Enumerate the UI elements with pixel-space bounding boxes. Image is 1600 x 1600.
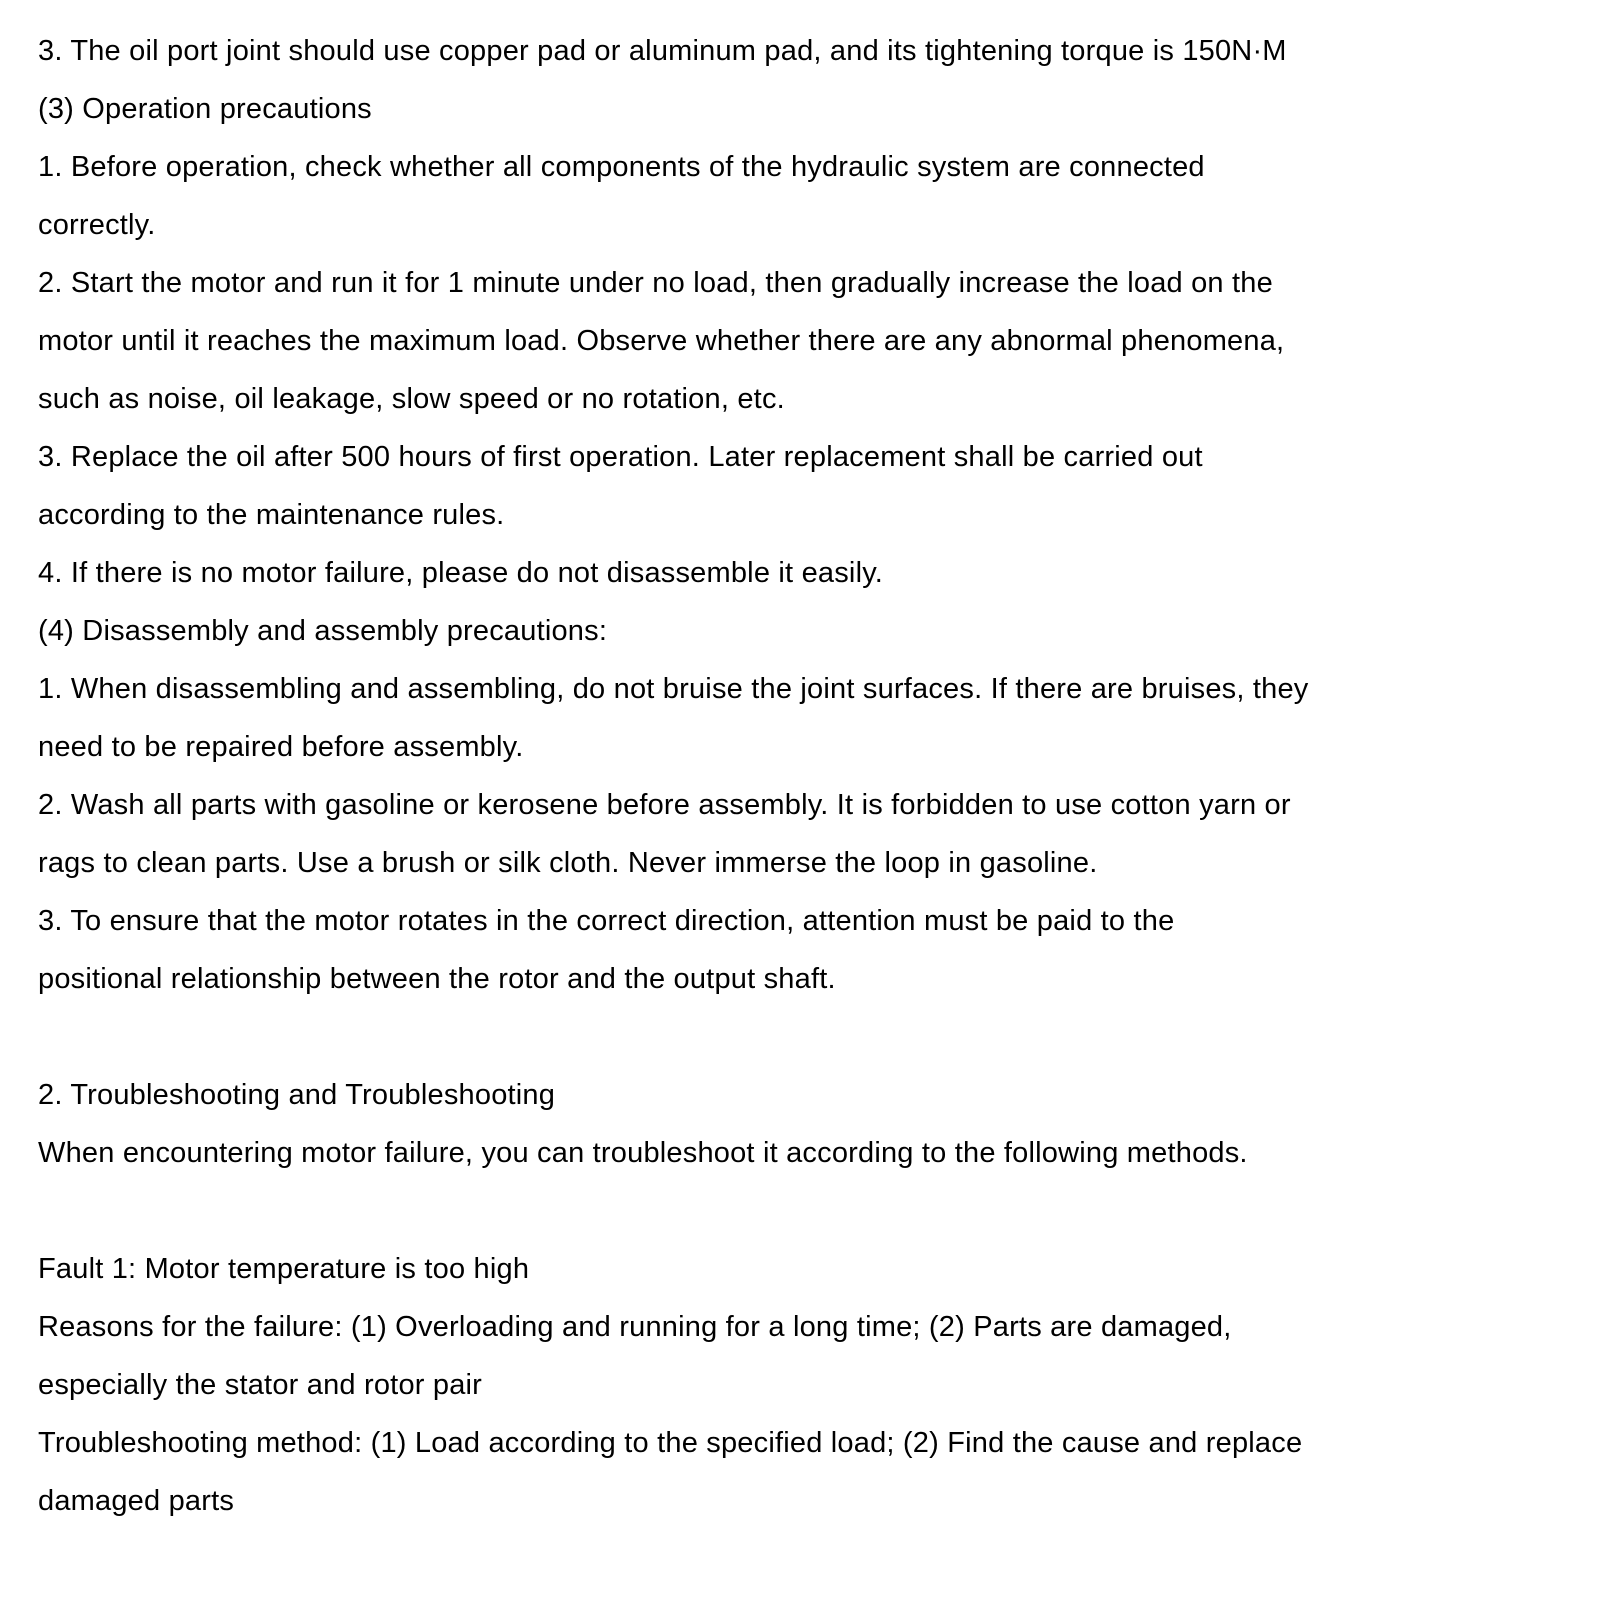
text-line: 2. Troubleshooting and Troubleshooting [38, 1079, 556, 1111]
text-line: damaged parts [38, 1485, 235, 1517]
text-line: according to the maintenance rules. [38, 499, 505, 531]
text-line: (3) Operation precautions [38, 93, 372, 125]
blank-line [38, 1182, 1570, 1240]
text-line: rags to clean parts. Use a brush or silk cloth. Never immerse the loop in gasoline. [38, 847, 1098, 879]
text-line: When encountering motor failure, you can troubleshoot it according to the following methods. [38, 1137, 1248, 1169]
text-line: (4) Disassembly and assembly precautions: [38, 615, 608, 647]
text-line: 3. Replace the oil after 500 hours of first operation. Later replacement shall be carried out [38, 441, 1203, 473]
text-line: positional relationship between the rotor and the output shaft. [38, 963, 836, 995]
text-line: correctly. [38, 209, 156, 241]
text-line: 2. Wash all parts with gasoline or kerosene before assembly. It is forbidden to use cotton yarn or [38, 789, 1291, 821]
text-line: need to be repaired before assembly. [38, 731, 524, 763]
text-line: especially the stator and rotor pair [38, 1369, 483, 1401]
text-line: Fault 1: Motor temperature is too high [38, 1253, 530, 1285]
text-line: 1. Before operation, check whether all components of the hydraulic system are connected [38, 151, 1205, 183]
document-text [38, 22, 1570, 1530]
text-line: 3. To ensure that the motor rotates in the correct direction, attention must be paid to the [38, 905, 1175, 937]
text-line: such as noise, oil leakage, slow speed or no rotation, etc. [38, 383, 785, 415]
text-line: motor until it reaches the maximum load. Observe whether there are any abnormal phenomena, [38, 325, 1285, 357]
text-line: 4. If there is no motor failure, please do not disassemble it easily. [38, 557, 884, 589]
text-line: 1. When disassembling and assembling, do not bruise the joint surfaces. If there are bruises, they [38, 673, 1309, 705]
text-line: 2. Start the motor and run it for 1 minute under no load, then gradually increase the load on the [38, 267, 1273, 299]
text-line: Troubleshooting method: (1) Load according to the specified load; (2) Find the cause and replace [38, 1427, 1303, 1459]
blank-line [38, 1008, 1570, 1066]
text-line: Reasons for the failure: (1) Overloading and running for a long time; (2) Parts are damaged, [38, 1311, 1232, 1343]
text-line: 3. The oil port joint should use copper pad or aluminum pad, and its tightening torque is 150N·M [38, 35, 1287, 67]
